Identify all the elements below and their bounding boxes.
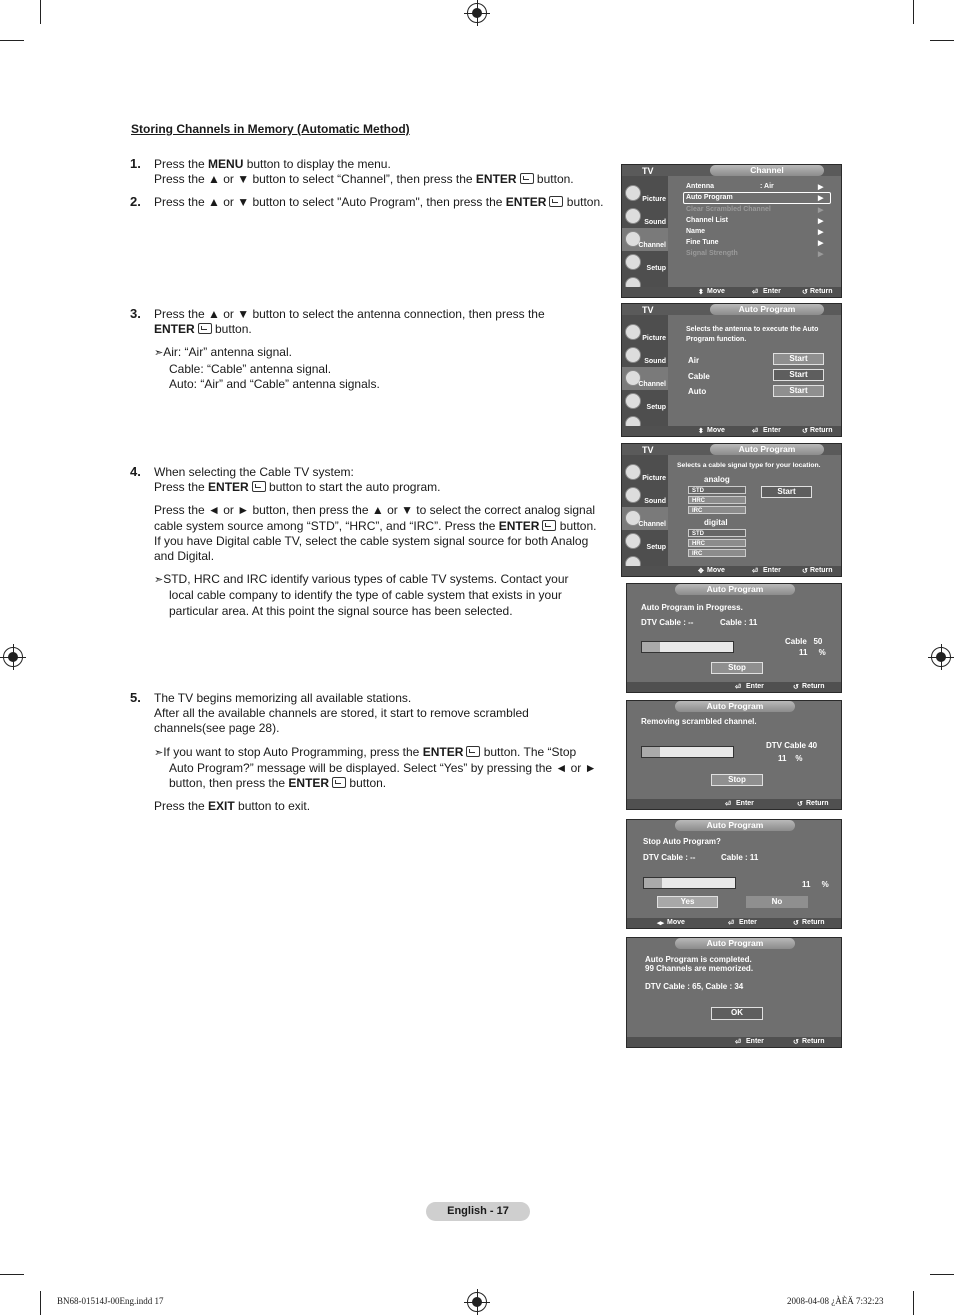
step-1-text: Press the MENU button to display the menu. Press the ▲ or ▼ button to select “Channel”, then press the ENTER button. <box>154 157 574 187</box>
crop-mark <box>913 1291 914 1315</box>
enter-icon: ⏎ <box>752 428 758 435</box>
page-title: Storing Channels in Memory (Automatic Method) <box>131 122 410 136</box>
osd-description: Program function. <box>686 336 747 343</box>
move-icon: ⬍ <box>698 428 704 435</box>
osd-tv-label: TV <box>642 445 654 455</box>
menu-item-signal-strength: Signal Strength <box>686 250 738 257</box>
osd-tv-label: TV <box>642 166 654 176</box>
cable-count: Cable : 11 <box>720 618 758 627</box>
osd-help-bar: ⬍ Move ⏎ Enter ↺ Return <box>622 287 841 297</box>
move-icon: ✥ <box>698 568 704 575</box>
sidebar-item-setup[interactable]: Setup <box>622 390 668 413</box>
step-number: 1. <box>130 156 141 171</box>
enter-icon: ⏎ <box>725 801 731 808</box>
arrow-right-icon: ▶ <box>818 184 824 191</box>
enter-icon <box>332 777 346 788</box>
channel-totals: DTV Cable : 65, Cable : 34 <box>645 982 744 991</box>
return-icon: ↺ <box>793 920 799 927</box>
sidebar-item-setup[interactable]: Setup <box>622 251 668 274</box>
enter-icon <box>252 481 266 492</box>
analog-hrc-option[interactable]: HRC <box>688 496 746 504</box>
osd-removing-scrambled <box>626 700 842 810</box>
return-icon: ↺ <box>793 684 799 691</box>
yes-button[interactable]: Yes <box>657 896 718 908</box>
osd-header: Auto Program <box>675 938 795 949</box>
sidebar-item-channel[interactable]: Channel <box>622 507 668 530</box>
osd-header: Auto Program <box>675 584 795 595</box>
antenna-value: : Air <box>760 183 774 190</box>
print-slug-left: BN68-01514J-00Eng.indd 17 <box>57 1296 164 1306</box>
step-number: 2. <box>130 194 141 209</box>
stop-question: Stop Auto Program? <box>643 837 721 846</box>
step-number: 5. <box>130 690 141 705</box>
note-arrow-icon: ➣ <box>154 746 164 759</box>
cable-channel-readout: Cable 50 <box>785 637 823 646</box>
osd-help-bar: ⏎ Enter ↺ Return <box>627 799 841 809</box>
crop-mark <box>40 0 41 24</box>
sidebar-item-setup[interactable]: Setup <box>622 530 668 553</box>
osd-header: Auto Program <box>675 820 795 831</box>
start-button[interactable]: Start <box>761 486 812 498</box>
progress-status: Removing scrambled channel. <box>641 717 757 726</box>
osd-auto-program-antenna <box>621 303 842 437</box>
step-3-text: Press the ▲ or ▼ button to select the antenna connection, then press the ENTER button. ➣Air: “Air” antenna signal. Cable: “Cable” antenna signal. Auto: “Air” and “Cable” antenna signals. <box>154 307 545 391</box>
arrow-right-icon: ▶ <box>818 240 824 247</box>
step-5-text: The TV begins memorizing all available stations. After all the available channels are stored, it start to remove scrambled channels(see page 28). ➣If you want to stop Auto Programming, press the ENTER button. The “Stop Auto Program?” message will be displayed. Select “Yes” by pressing the ◄ or ► button, then press the ENTER button. Press the EXIT button to exit. <box>154 691 597 814</box>
osd-help-bar: ◂▸ Move ⏎ Enter ↺ Return <box>627 918 841 928</box>
menu-item-clear-scrambled: Clear Scrambled Channel <box>686 206 771 213</box>
menu-item-auto-program[interactable]: Auto Program <box>686 194 733 201</box>
osd-header: Channel <box>710 165 824 176</box>
move-icon: ⬍ <box>698 289 704 296</box>
enter-icon <box>198 323 212 334</box>
osd-header: Auto Program <box>710 444 824 455</box>
sidebar-item-sound[interactable]: Sound <box>622 344 668 367</box>
osd-header: Auto Program <box>710 304 824 315</box>
progress-bar <box>641 746 734 758</box>
crop-mark <box>913 0 914 24</box>
sidebar-item-channel[interactable]: Channel <box>622 228 668 251</box>
analog-label: analog <box>704 475 730 484</box>
enter-icon: ⏎ <box>735 1039 741 1046</box>
enter-icon: ⏎ <box>728 920 734 927</box>
menu-item-fine-tune[interactable]: Fine Tune <box>686 239 719 246</box>
progress-percent: 11 % <box>799 648 826 657</box>
step-4-text: When selecting the Cable TV system: Press the ENTER button to start the auto program. Press the ◄ or ► button, then press the ▲ or ▼ to select the correct analog signal cable system source among “STD”, “HRC”, and “IRC”. Press the ENTER button. If you have Digital cable TV, select the cable system signal source for both Analog and Digital. ➣STD, HRC and IRC identify various types of cable TV systems. Contact your local cable company to identify the type of cable system that exists in your particular area. At this point the signal source has been selected. <box>154 465 597 618</box>
osd-description: Selects a cable signal type for your location. <box>677 462 821 469</box>
arrow-right-icon: ▶ <box>818 218 824 225</box>
osd-channel-menu <box>621 164 842 298</box>
osd-header: Auto Program <box>675 701 795 712</box>
note-arrow-icon: ➣ <box>154 347 164 360</box>
osd-help-bar: ⬍ Move ⏎ Enter ↺ Return <box>622 426 841 436</box>
step-number: 3. <box>130 306 141 321</box>
osd-help-bar: ⏎ Enter ↺ Return <box>627 1037 841 1047</box>
enter-icon <box>520 173 534 184</box>
enter-icon: ⏎ <box>735 684 741 691</box>
sidebar-item-picture[interactable]: Picture <box>622 321 668 344</box>
enter-icon: ⏎ <box>752 289 758 296</box>
sidebar-item-channel[interactable]: Channel <box>622 367 668 390</box>
menu-item-channel-list[interactable]: Channel List <box>686 217 729 224</box>
enter-icon: ⏎ <box>752 568 758 575</box>
registration-mark-icon <box>3 647 23 667</box>
menu-item-name[interactable]: Name <box>686 228 706 235</box>
return-icon: ↺ <box>802 289 808 296</box>
ok-button[interactable]: OK <box>711 1007 763 1020</box>
channels-memorized: 99 Channels are memorized. <box>645 964 754 973</box>
sidebar-item-picture[interactable]: Picture <box>622 182 668 205</box>
page-number-badge: English - 17 <box>426 1202 530 1221</box>
enter-icon <box>549 196 563 207</box>
cable-count: Cable : 11 <box>721 853 759 862</box>
registration-mark-icon <box>931 647 951 667</box>
dtv-cable-count: DTV Cable : -- <box>641 618 694 627</box>
move-left-right-icon: ◂▸ <box>657 920 665 927</box>
no-button[interactable]: No <box>746 896 808 908</box>
progress-percent: 11 % <box>802 880 829 889</box>
progress-status: Auto Program in Progress. <box>641 603 743 612</box>
crop-mark <box>930 40 954 41</box>
analog-std-option[interactable]: STD <box>688 486 746 494</box>
crop-mark <box>930 1274 954 1275</box>
arrow-right-icon: ▶ <box>818 229 824 236</box>
osd-description: Selects the antenna to execute the Auto <box>686 326 819 333</box>
crop-mark <box>40 1291 41 1315</box>
start-air-button[interactable]: Start <box>773 353 824 365</box>
menu-item-antenna[interactable]: Antenna <box>686 183 714 190</box>
antenna-option-auto: Auto <box>688 387 707 396</box>
return-icon: ↺ <box>802 568 808 575</box>
crop-mark <box>0 40 24 41</box>
osd-help-bar: ⏎ Enter ↺ Return <box>627 682 841 692</box>
progress-percent: 11 % <box>778 754 803 763</box>
arrow-right-icon: ▶ <box>818 251 824 258</box>
return-icon: ↺ <box>793 1039 799 1046</box>
note-arrow-icon: ➣ <box>154 574 164 587</box>
stop-button[interactable]: Stop <box>711 662 763 674</box>
return-icon: ↺ <box>802 428 808 435</box>
arrow-right-icon: ▶ <box>818 207 824 214</box>
sidebar-item-picture[interactable]: Picture <box>622 461 668 484</box>
arrow-right-icon: ▶ <box>818 195 824 202</box>
osd-help-bar: ✥ Move ⏎ Enter ↺ Return <box>622 566 841 576</box>
registration-mark-icon <box>467 1292 487 1312</box>
stop-button[interactable]: Stop <box>711 774 763 786</box>
progress-bar <box>643 877 736 889</box>
registration-mark-icon <box>467 3 487 23</box>
dtv-cable-count: DTV Cable : -- <box>643 853 696 862</box>
progress-bar <box>641 641 734 653</box>
osd-tv-label: TV <box>642 305 654 315</box>
step-2-text: Press the ▲ or ▼ button to select "Auto Program", then press the ENTER button. <box>154 195 604 209</box>
osd-stop-confirmation <box>626 819 842 929</box>
osd-auto-program-completed <box>626 937 842 1048</box>
digital-irc-option[interactable]: IRC <box>688 549 746 557</box>
enter-icon <box>542 520 556 531</box>
digital-label: digital <box>704 518 728 527</box>
crop-mark <box>0 1274 24 1275</box>
digital-hrc-option[interactable]: HRC <box>688 539 746 547</box>
completed-status: Auto Program is completed. <box>645 955 752 964</box>
enter-icon <box>466 746 480 757</box>
return-icon: ↺ <box>797 801 803 808</box>
osd-auto-program-progress <box>626 583 842 693</box>
digital-std-option[interactable]: STD <box>688 529 746 537</box>
step-number: 4. <box>130 464 141 479</box>
analog-irc-option[interactable]: IRC <box>688 506 746 514</box>
start-auto-button[interactable]: Start <box>773 385 824 397</box>
antenna-option-cable: Cable <box>688 372 710 381</box>
start-cable-button[interactable]: Start <box>773 369 824 381</box>
print-slug-right: 2008-04-08 ¿ÀÈÄ 7:32:23 <box>787 1296 884 1306</box>
antenna-option-air: Air <box>688 356 700 365</box>
sidebar-item-sound[interactable]: Sound <box>622 205 668 228</box>
dtv-cable-readout: DTV Cable 40 <box>766 741 818 750</box>
osd-auto-program-cable-type <box>621 443 842 577</box>
sidebar-item-sound[interactable]: Sound <box>622 484 668 507</box>
